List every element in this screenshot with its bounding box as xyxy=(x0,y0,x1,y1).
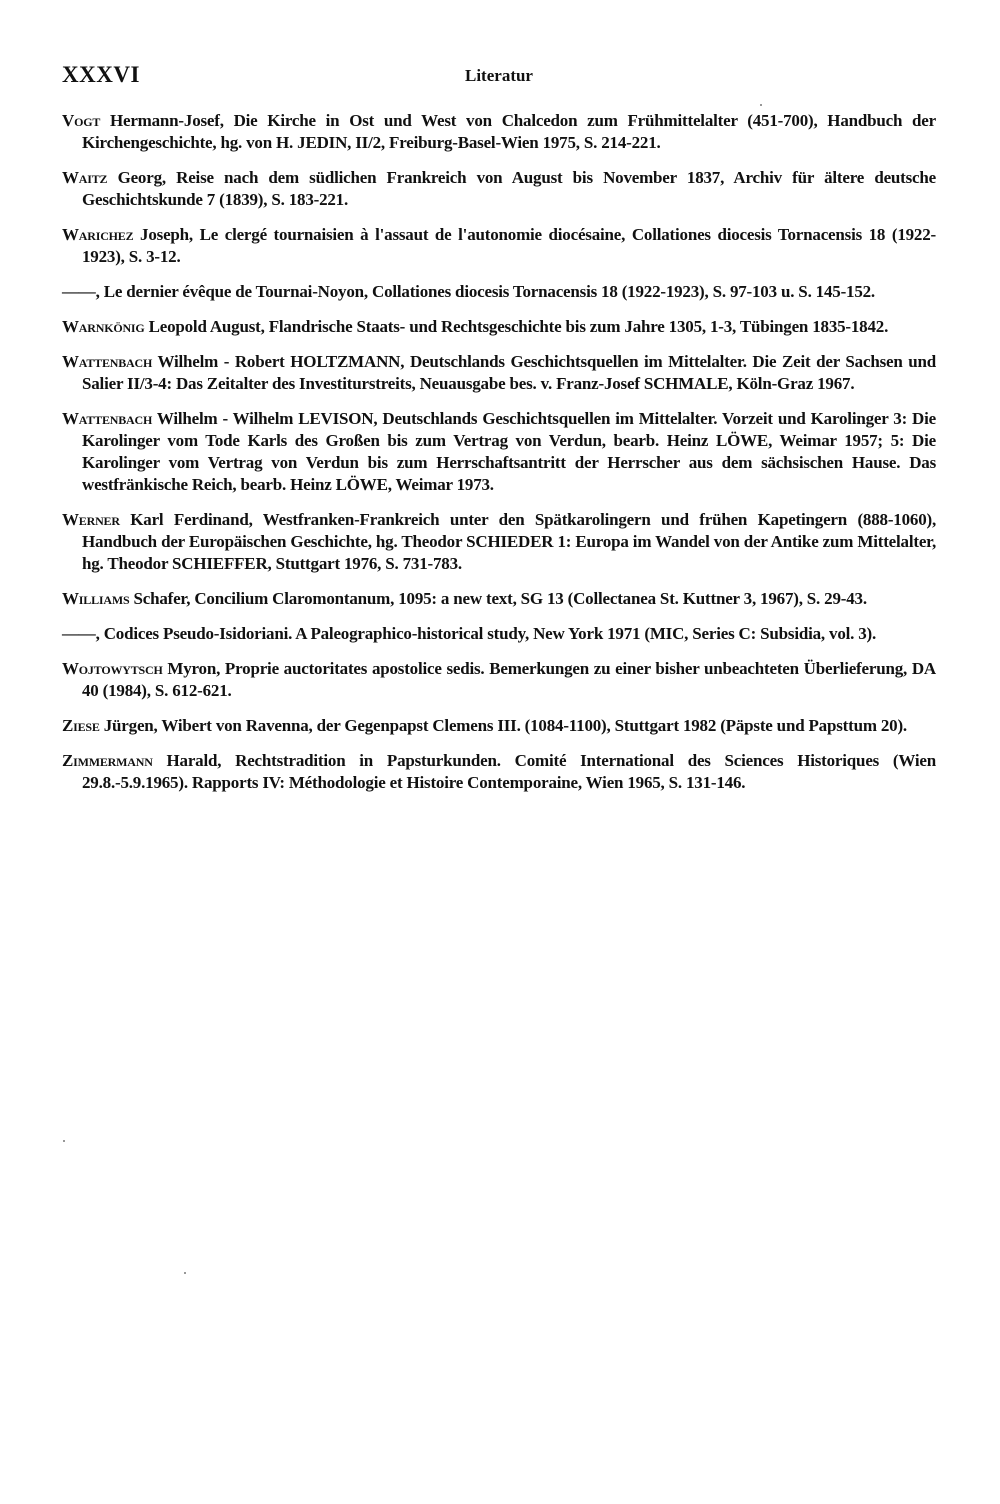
bibliography-entry xyxy=(62,110,936,154)
entry-text: Karl Ferdinand, Westfranken-Frankreich unter den Spätkarolingern und frühen Kapetingern (888-1060), Handbuch der Europäischen Geschichte, hg. Theodor SCHIEDER 1: Europa im Wandel von der Antike zum Mittelalter, hg. Theodor SCHIEFFER, Stuttgart 1976, S. 731-783. xyxy=(82,510,936,573)
bibliography-entry xyxy=(62,715,936,737)
entry-text: Schafer, Concilium Claromontanum, 1095: a new text, SG 13 (Collectanea St. Kuttner 3, 1967), S. 29-43. xyxy=(129,589,867,608)
entry-text: Hermann-Josef, Die Kirche in Ost und West von Chalcedon zum Frühmittelalter (451-700), Handbuch der Kirchengeschichte, hg. von H. JEDIN, II/2, Freiburg-Basel-Wien 1975, S. 214-221. xyxy=(82,111,936,152)
entry-author: Warichez xyxy=(62,225,134,244)
entry-text: Myron, Proprie auctoritates apostolice sedis. Bemerkungen zu einer bisher unbeachteten Überlieferung, DA 40 (1984), S. 612-621. xyxy=(82,659,936,700)
bibliography-list xyxy=(62,110,936,794)
entry-author: Zimmermann xyxy=(62,751,153,770)
scan-speck xyxy=(184,1272,186,1274)
bibliography-entry xyxy=(62,351,936,395)
entry-author: Werner xyxy=(62,510,120,529)
entry-author: Waitz xyxy=(62,168,108,187)
bibliography-entry xyxy=(62,750,936,794)
entry-author: —— xyxy=(62,282,96,301)
scan-speck xyxy=(63,1140,65,1142)
bibliography-entry xyxy=(62,224,936,268)
entry-text: Wilhelm - Robert HOLTZMANN, Deutschlands Geschichtsquellen im Mittelalter. Die Zeit der Sachsen und Salier II/3-4: Das Zeitalter des Investiturstreits, Neuausgabe bes. v. Franz-Josef SCHMALE, Köln-Graz 1967. xyxy=(82,352,936,393)
entry-author: Wattenbach xyxy=(62,409,153,428)
scan-speck xyxy=(760,104,762,106)
entry-author: Wattenbach xyxy=(62,352,153,371)
entry-author: Warnkönig xyxy=(62,317,145,336)
entry-text: Joseph, Le clergé tournaisien à l'assaut de l'autonomie diocésaine, Collationes diocesis Tornacensis 18 (1922-1923), S. 3-12. xyxy=(82,225,936,266)
document-page xyxy=(62,62,936,807)
entry-text: Harald, Rechtstradition in Papsturkunden. Comité International des Sciences Historiques (Wien 29.8.-5.9.1965). Rapports IV: Méthodologie et Histoire Contemporaine, Wien 1965, S. 131-146. xyxy=(82,751,936,792)
entry-author: Vogt xyxy=(62,111,101,130)
entry-text: Leopold August, Flandrische Staats- und Rechtsgeschichte bis zum Jahre 1305, 1-3, Tübingen 1835-1842. xyxy=(144,317,889,336)
bibliography-entry xyxy=(62,316,936,338)
running-head xyxy=(62,62,936,92)
bibliography-entry xyxy=(62,408,936,496)
page-number: XXXVI xyxy=(62,62,140,87)
entry-text: , Codices Pseudo-Isidoriani. A Paleographico-historical study, New York 1971 (MIC, Series C: Subsidia, vol. 3). xyxy=(95,624,877,643)
running-title: Literatur xyxy=(465,66,533,85)
entry-text: Jürgen, Wibert von Ravenna, der Gegenpapst Clemens III. (1084-1100), Stuttgart 1982 (Päpste und Papsttum 20). xyxy=(99,716,907,735)
bibliography-entry xyxy=(62,167,936,211)
entry-author: —— xyxy=(62,624,96,643)
entry-author: Wojtowytsch xyxy=(62,659,163,678)
entry-author: Ziese xyxy=(62,716,100,735)
bibliography-entry xyxy=(62,588,936,610)
entry-text: Georg, Reise nach dem südlichen Frankreich von August bis November 1837, Archiv für ältere deutsche Geschichtskunde 7 (1839), S. 183-221. xyxy=(82,168,936,209)
bibliography-entry xyxy=(62,658,936,702)
entry-text: , Le dernier évêque de Tournai-Noyon, Collationes diocesis Tornacensis 18 (1922-1923), S. 97-103 u. S. 145-152. xyxy=(95,282,875,301)
entry-author: Williams xyxy=(62,589,130,608)
bibliography-entry xyxy=(62,509,936,575)
bibliography-entry xyxy=(62,281,936,303)
bibliography-entry xyxy=(62,623,936,645)
entry-text: Wilhelm - Wilhelm LEVISON, Deutschlands Geschichtsquellen im Mittelalter. Vorzeit und Karolinger 3: Die Karolinger vom Tode Karls des Großen bis zum Vertrag von Verdun, bearb. Heinz LÖWE, Weimar 1957; 5: Die Karolinger vom Vertrag von Verdun bis zum Herrschaftsantritt der Herrscher aus dem sächsischen Hause. Das westfränkische Reich, bearb. Heinz LÖWE, Weimar 1973. xyxy=(82,409,936,494)
